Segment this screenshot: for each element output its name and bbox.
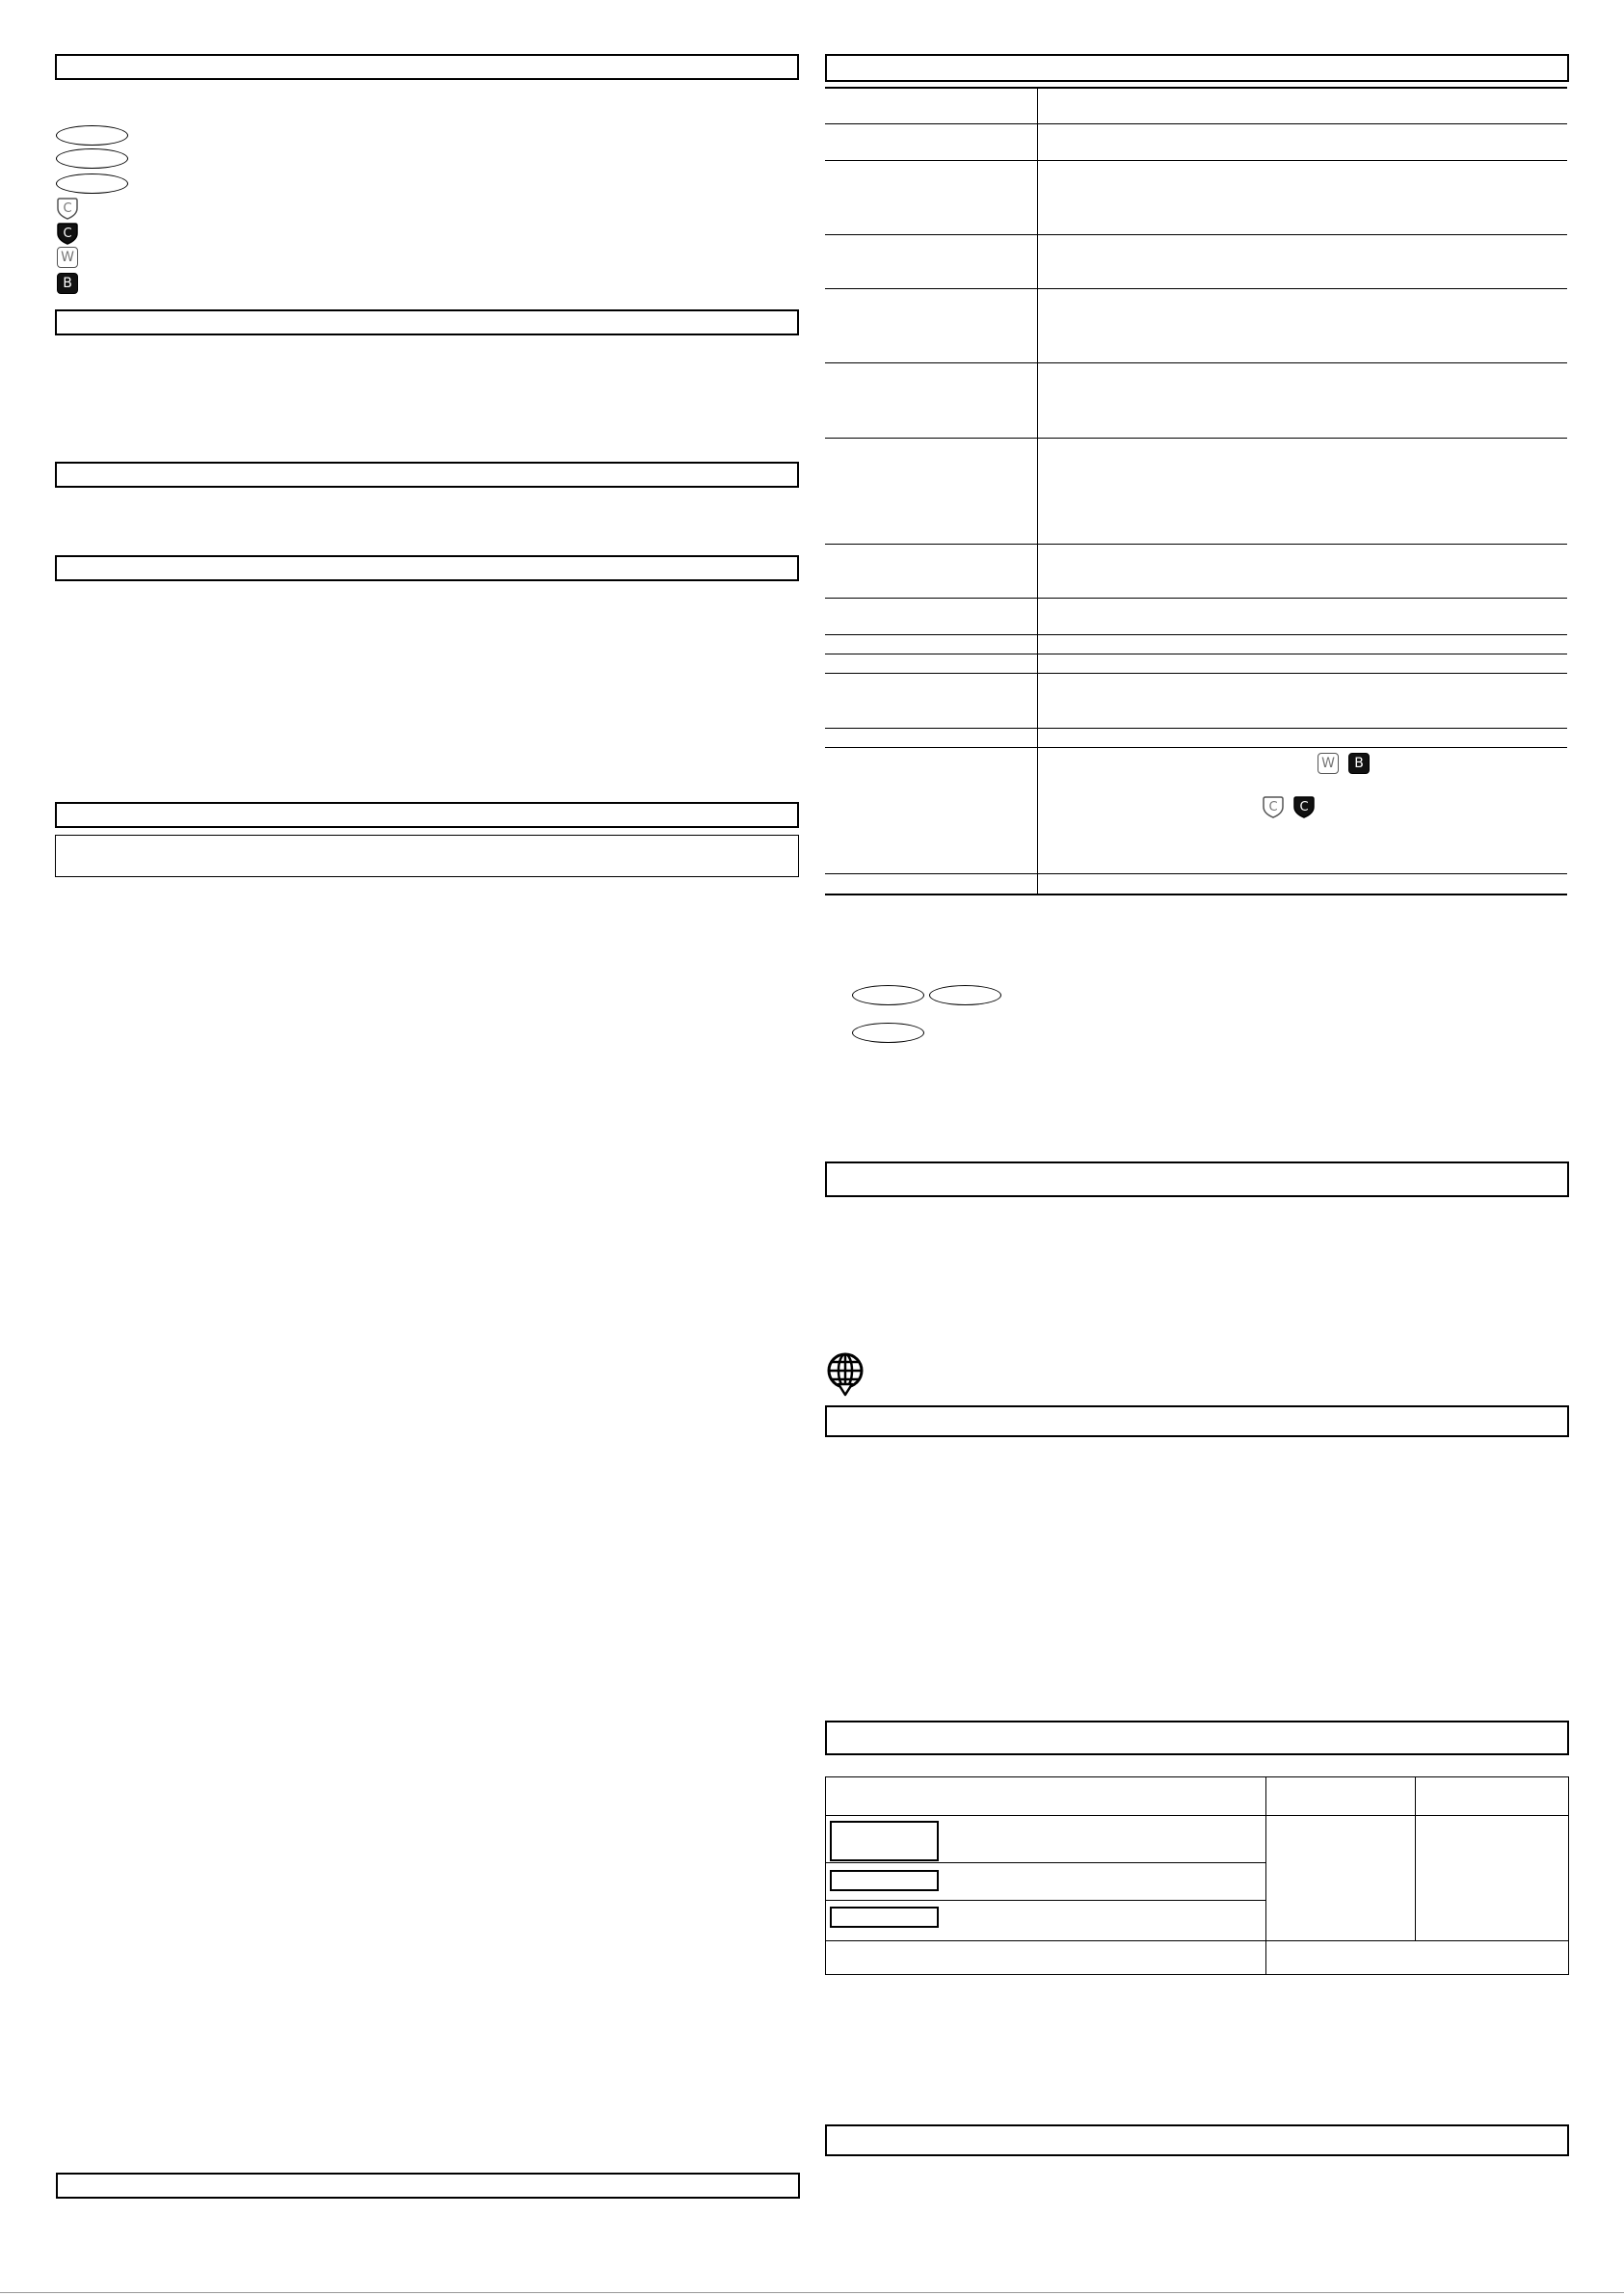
spec-row-line <box>825 87 1567 89</box>
legend-oval-1 <box>56 125 128 146</box>
left-section-header-1 <box>55 54 799 80</box>
legend-oval-b <box>929 985 1001 1005</box>
shield-c-filled-icon <box>56 222 79 245</box>
svg-text:C: C <box>63 227 72 241</box>
right-section-header-2 <box>825 1161 1569 1197</box>
spec-row-line <box>825 598 1567 599</box>
left-section-header-6 <box>56 2173 800 2199</box>
left-section-header-2 <box>55 309 799 335</box>
legend-oval-c <box>852 1023 924 1043</box>
spec-row-line <box>825 634 1567 635</box>
square-b-filled-icon: B <box>57 273 78 294</box>
spec-row-line <box>825 673 1567 674</box>
spec-row-line <box>825 123 1567 124</box>
spec-row-line <box>825 728 1567 729</box>
bottom-table-label-box <box>830 1821 939 1861</box>
spec-row-line <box>825 894 1567 895</box>
globe-download-icon <box>826 1352 866 1397</box>
square-w-outline-icon: W <box>57 247 78 268</box>
bottom-table-header-line <box>825 1815 1569 1816</box>
spec-table-divider <box>1037 87 1038 894</box>
bottom-table-footer-line <box>825 1940 1569 1941</box>
square-w-outline-icon: W <box>1318 753 1339 774</box>
legend-oval-2 <box>56 148 128 169</box>
spec-row-line <box>825 234 1567 235</box>
legend-oval-3 <box>56 174 128 194</box>
left-section-header-4 <box>55 555 799 581</box>
shield-c-filled-icon <box>1292 795 1316 818</box>
svg-text:C: C <box>1299 800 1309 814</box>
right-section-header-3 <box>825 1405 1569 1437</box>
spec-row-line <box>825 873 1567 874</box>
spec-row-line <box>825 288 1567 289</box>
bottom-table-label-box <box>830 1907 939 1928</box>
left-note-box <box>55 835 799 877</box>
bottom-table-col-line <box>1265 1776 1266 1975</box>
svg-text:C: C <box>1268 800 1278 814</box>
right-section-header-top <box>825 54 1569 82</box>
bottom-table-row-line <box>825 1862 1265 1863</box>
spec-row-line <box>825 747 1567 748</box>
bottom-table-col-line <box>1415 1776 1416 1941</box>
right-section-header-4 <box>825 1721 1569 1755</box>
left-section-header-5 <box>55 802 799 828</box>
bottom-table-label-box <box>830 1870 939 1891</box>
shield-c-outline-icon <box>56 197 79 220</box>
left-section-header-3 <box>55 462 799 488</box>
right-section-header-5 <box>825 2124 1569 2156</box>
legend-oval-a <box>852 985 924 1005</box>
bottom-table-row-line <box>825 1900 1265 1901</box>
spec-row-line <box>825 438 1567 439</box>
page-bottom-rule <box>0 2292 1624 2293</box>
spec-row-line <box>825 544 1567 545</box>
spec-row-line <box>825 160 1567 161</box>
shield-c-outline-icon <box>1262 795 1285 818</box>
svg-text:C: C <box>63 201 72 216</box>
spec-row-line <box>825 362 1567 363</box>
square-b-filled-icon: B <box>1348 753 1370 774</box>
